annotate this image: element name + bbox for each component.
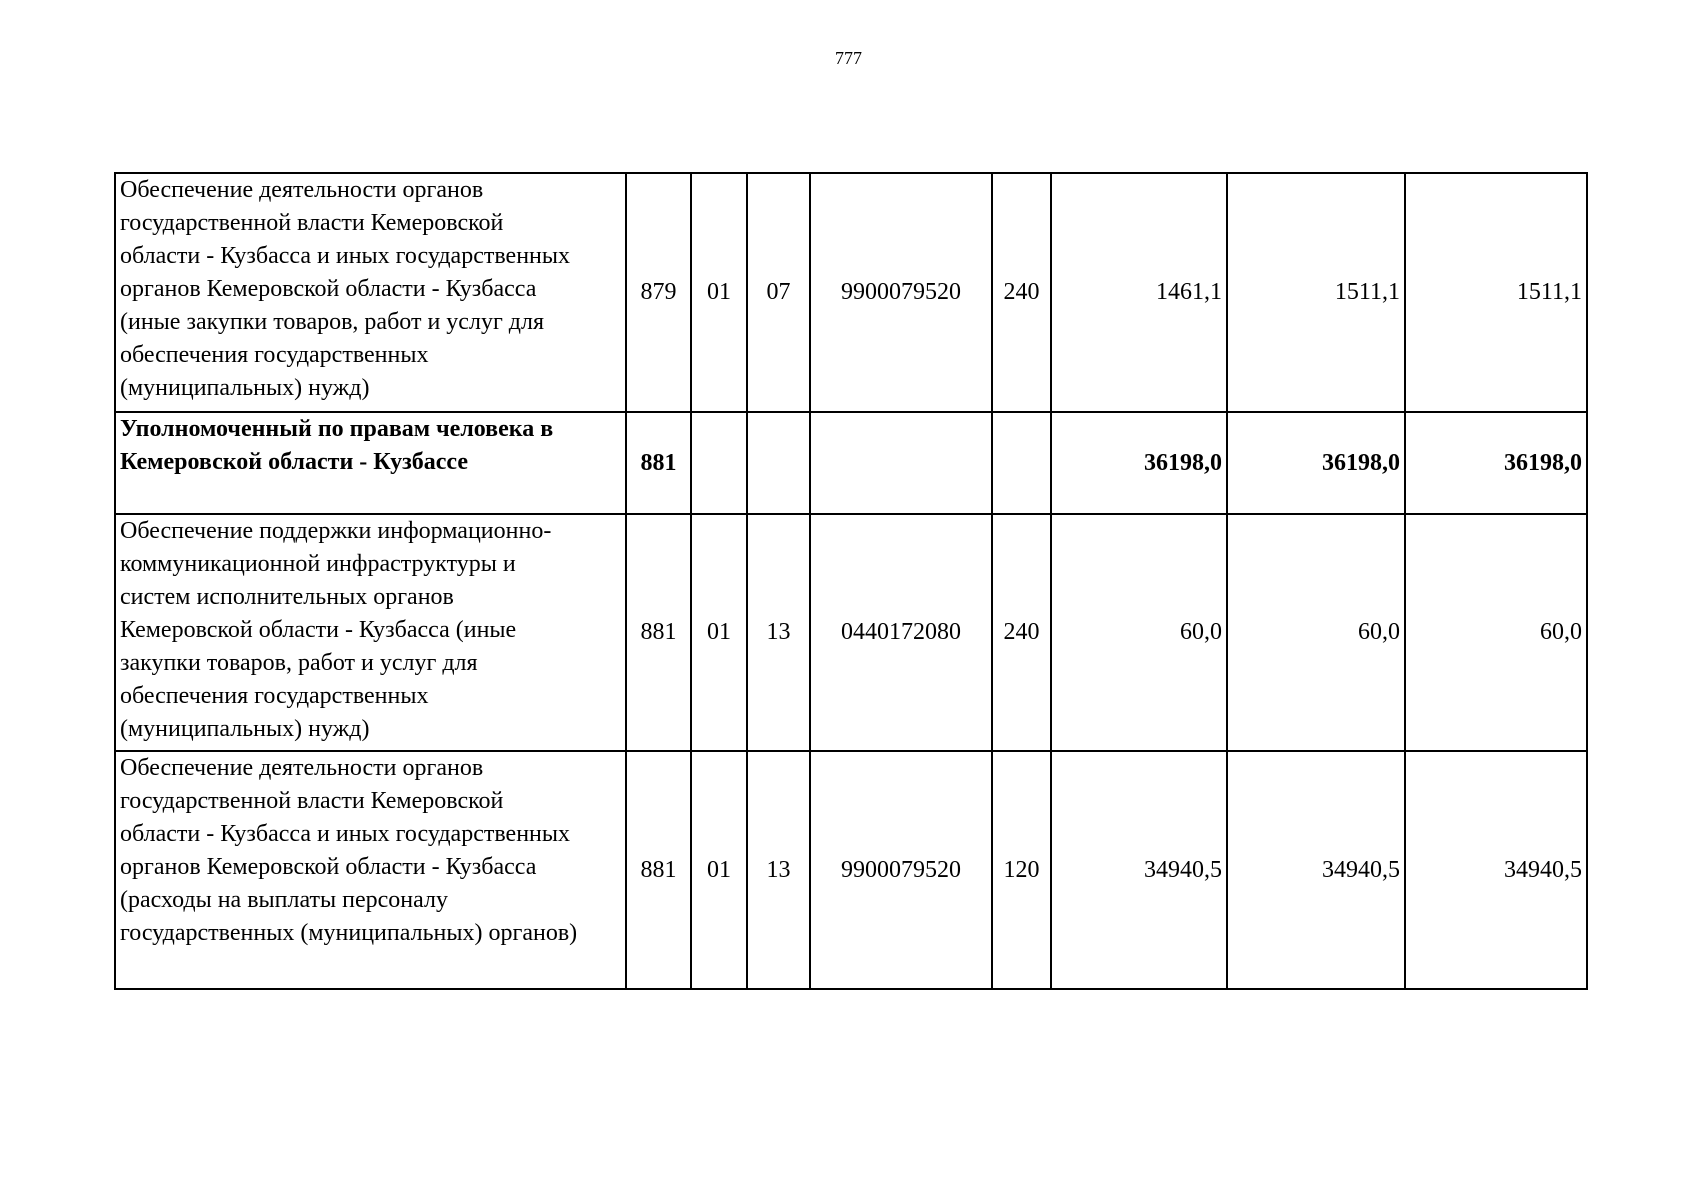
target-article-cell: 9900079520	[810, 173, 992, 412]
amount-year1-cell: 34940,5	[1051, 751, 1227, 989]
amount-year3-cell: 34940,5	[1405, 751, 1587, 989]
amount-year1-cell: 1461,1	[1051, 173, 1227, 412]
page-number: 777	[835, 48, 862, 68]
amount-year3-cell: 1511,1	[1405, 173, 1587, 412]
amount-year3-cell: 60,0	[1405, 514, 1587, 751]
expense-type-cell: 240	[992, 514, 1051, 751]
amount-year2-cell: 36198,0	[1227, 412, 1405, 514]
section-code-cell: 01	[691, 173, 747, 412]
row-description: Уполномоченный по правам человека в Кемеровской области - Кузбассе	[115, 412, 626, 514]
row-description: Обеспечение деятельности органов государственной власти Кемеровской области - Кузбасса и иных государственных органов Кемеровской области - Кузбасса (расходы на выплаты персоналу государственных (муниципальных) органов)	[115, 751, 626, 989]
section-code-cell: 01	[691, 751, 747, 989]
amount-year1-cell: 60,0	[1051, 514, 1227, 751]
section-code-cell: 01	[691, 514, 747, 751]
ved-code-cell: 881	[626, 412, 691, 514]
row-description: Обеспечение деятельности органов государственной власти Кемеровской области - Кузбасса и иных государственных органов Кемеровской области - Кузбасса (иные закупки товаров, работ и услуг для обеспечения государственных (муниципальных) нужд)	[115, 173, 626, 412]
amount-year1-cell: 36198,0	[1051, 412, 1227, 514]
row-description: Обеспечение поддержки информационно- коммуникационной инфраструктуры и систем исполнительных органов Кемеровской области - Кузбасса (иные закупки товаров, работ и услуг для обеспечения государственных (муниципальных) нужд)	[115, 514, 626, 751]
subsection-code-cell	[747, 412, 810, 514]
subsection-code-cell: 13	[747, 514, 810, 751]
subsection-code-cell: 13	[747, 751, 810, 989]
table-row	[115, 514, 1587, 751]
amount-year2-cell: 60,0	[1227, 514, 1405, 751]
ved-code-cell: 881	[626, 751, 691, 989]
target-article-cell: 0440172080	[810, 514, 992, 751]
subsection-code-cell: 07	[747, 173, 810, 412]
table-row	[115, 751, 1587, 989]
target-article-cell	[810, 412, 992, 514]
expense-type-cell: 240	[992, 173, 1051, 412]
expense-type-cell: 120	[992, 751, 1051, 989]
section-code-cell	[691, 412, 747, 514]
table-row	[115, 412, 1587, 514]
amount-year2-cell: 1511,1	[1227, 173, 1405, 412]
target-article-cell: 9900079520	[810, 751, 992, 989]
amount-year3-cell: 36198,0	[1405, 412, 1587, 514]
ved-code-cell: 879	[626, 173, 691, 412]
table-row	[115, 173, 1587, 412]
ved-code-cell: 881	[626, 514, 691, 751]
expense-type-cell	[992, 412, 1051, 514]
budget-table	[114, 172, 1588, 990]
amount-year2-cell: 34940,5	[1227, 751, 1405, 989]
